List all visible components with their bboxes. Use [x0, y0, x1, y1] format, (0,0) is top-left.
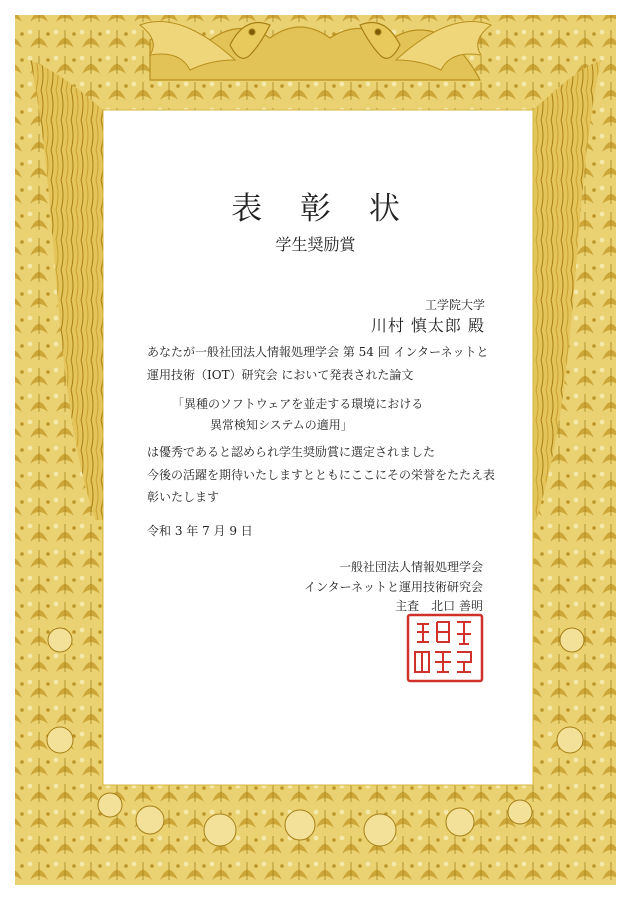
certificate-title: 表 彰 状 — [231, 191, 414, 227]
award-name: 学生奨励賞 — [275, 235, 356, 254]
recipient-name: 川村 慎太郎 殿 — [370, 316, 485, 335]
body-text-line: 今後の活躍を期待いたしますとともにここにその栄誉をたたえ表 — [147, 468, 496, 482]
body-text-line: 彰いたします — [147, 490, 220, 504]
red-seal-stamp — [405, 612, 485, 684]
body-text-line: は優秀であると認められ学生奨励賞に選定されました — [147, 445, 436, 459]
issuer-organization: 一般社団法人情報処理学会 — [338, 560, 483, 574]
issuer-group: インターネットと運用技術研究会 — [304, 580, 483, 594]
award-date: 令和 3 年 7 月 9 日 — [147, 524, 253, 538]
body-text-line: あなたが一般社団法人情報処理学会 第 54 回 インターネットと — [147, 345, 489, 359]
issuer-chief: 主査 北口 善明 — [395, 599, 483, 613]
body-text-line: 運用技術（IOT）研究会 において発表された論文 — [147, 368, 414, 382]
paper-title-line: 異常検知システムの適用」 — [210, 418, 353, 432]
recipient-affiliation: 工学院大学 — [424, 298, 485, 312]
paper-title-line: 「異種のソフトウェアを並走する環境における — [172, 397, 424, 411]
